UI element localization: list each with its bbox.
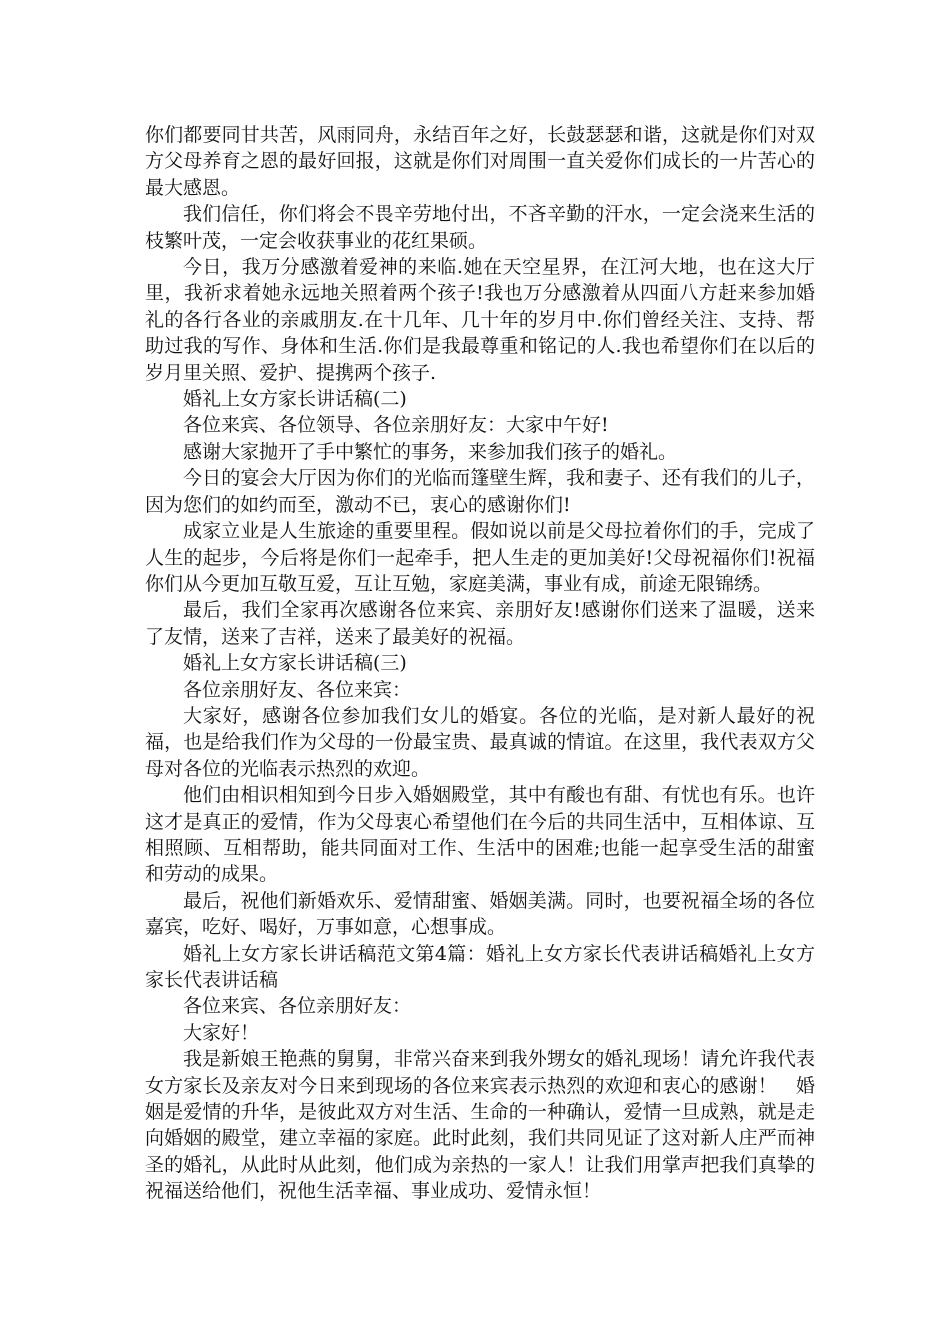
paragraph: 他们由相识相知到今日步入婚姻殿堂，其中有酸也有甜、有忧也有乐。也许这才是真正的爱情，作为父母衷心希望他们在今后的共同生活中，互相体谅、互相照顾、互相帮助，能共同面对工作、生活中的困难;也能一起享受生活的甜蜜和劳动的成果。 bbox=[145, 784, 815, 886]
section-heading: 婚礼上女方家长讲话稿(三) bbox=[183, 652, 407, 675]
salutation: 各位亲朋好友、各位来宾： bbox=[183, 678, 412, 701]
paragraph: 最后，祝他们新婚欢乐、爱情甜蜜、婚姻美满。同时，也要祝福全场的各位嘉宾，吃好、喝好，万事如意，心想事成。 bbox=[145, 889, 815, 939]
section-heading: 婚礼上女方家长讲话稿范文第4篇：婚礼上女方家长代表讲话稿婚礼上女方家长代表讲话稿 bbox=[145, 942, 815, 991]
document-page bbox=[145, 122, 815, 1205]
paragraph: 今日，我万分感激着爱神的来临.她在天空星界，在江河大地，也在这大厅里，我祈求着她永远地关照着两个孩子!我也万分感激着从四面八方赶来参加婚礼的各行各业的亲戚朋友.在十几年、几十年的岁月中.你们曾经关注、支持、帮助过我的写作、身体和生活.你们是我最尊重和铭记的人.我也希望你们在以后的岁月里关照、爱护、提携两个孩子. bbox=[145, 256, 815, 384]
paragraph-continued: 你们都要同甘共苦，风雨同舟，永结百年之好，长鼓瑟瑟和谐，这就是你们对双方父母养育之恩的最好回报，这就是你们对周围一直关爱你们成长的一片苦心的最大感恩。 bbox=[145, 124, 815, 199]
paragraph: 最后，我们全家再次感谢各位来宾、亲朋好友!感谢你们送来了温暖，送来了友情，送来了吉祥，送来了最美好的祝福。 bbox=[145, 599, 815, 648]
section-heading: 婚礼上女方家长讲话稿(二) bbox=[183, 388, 407, 411]
paragraph: 成家立业是人生旅途的重要里程。假如说以前是父母拉着你们的手，完成了人生的起步，今后将是你们一起牵手，把人生走的更加美好!父母祝福你们!祝福你们从今更加互敬互爱，互让互勉，家庭美满，事业有成，前途无限锦绣。 bbox=[145, 520, 815, 595]
salutation: 各位来宾、各位领导、各位亲朋好友：大家中午好! bbox=[183, 414, 609, 437]
paragraph: 感谢大家抛开了手中繁忙的事务，来参加我们孩子的婚礼。 bbox=[183, 440, 678, 463]
paragraph: 大家好，感谢各位参加我们女儿的婚宴。各位的光临，是对新人最好的祝福，也是给我们作为父母的一份最宝贵、最真诚的情谊。在这里，我代表双方父母对各位的光临表示热烈的欢迎。 bbox=[145, 704, 815, 780]
greeting: 大家好！ bbox=[183, 1021, 260, 1044]
paragraph: 我是新娘王艳燕的舅舅，非常兴奋来到我外甥女的婚礼现场！请允许我代表女方家长及亲友对今日来到现场的各位来宾表示热烈的欢迎和衷心的感谢！ 婚姻是爱情的升华，是彼此双方对生活、生命的一种确认，爱情一旦成熟，就是走向婚姻的殿堂，建立幸福的家庭。此时此刻，我们共同见证了这对新人庄严而神圣的婚礼，从此时从此刻，他们成为亲热的一家人！让我们用掌声把我们真挚的祝福送给他们，祝他生活幸福、事业成功、爱情永恒！ bbox=[145, 1048, 815, 1203]
salutation: 各位来宾、各位亲朋好友： bbox=[183, 995, 412, 1018]
paragraph: 今日的宴会大厅因为你们的光临而篷壁生辉，我和妻子、还有我们的儿子，因为您们的如约而至，激动不已，衷心的感谢你们! bbox=[145, 467, 815, 516]
paragraph: 我们信任，你们将会不畏辛劳地付出，不吝辛勤的汗水，一定会浇来生活的枝繁叶茂，一定会收获事业的花红果硕。 bbox=[145, 203, 815, 252]
